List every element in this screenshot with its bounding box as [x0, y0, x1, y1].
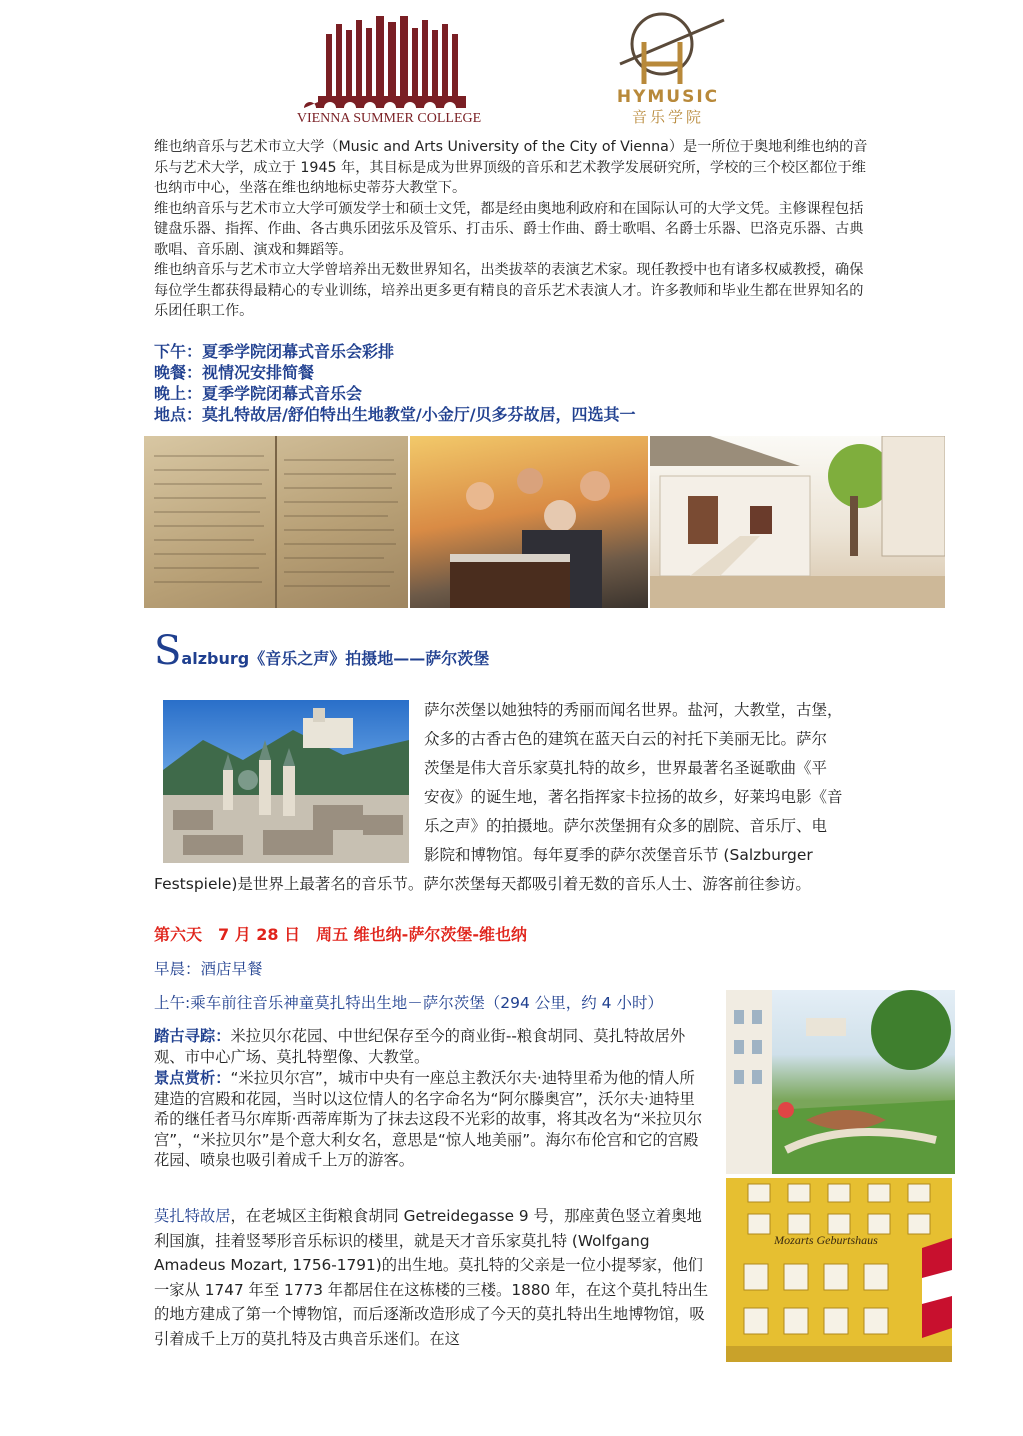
mirabell-garden-photo	[726, 990, 955, 1174]
salzburg-description	[424, 696, 872, 870]
hymusic-en-text: HYMUSIC	[616, 87, 720, 107]
mozart-label: 莫扎特故居	[154, 1207, 231, 1225]
salzburg-line-4: 安夜》的诞生地，著名指挥家卡拉扬的故乡，好莱坞电影《音	[424, 788, 843, 806]
sight-label: 景点赏析：	[154, 1069, 231, 1087]
courtyard-photo	[650, 436, 945, 608]
trail-text: 米拉贝尔花园、中世纪保存至今的商业街--粮食胡同、莫扎特故居外观、市中心广场、莫扎特塑像、大教堂。	[154, 1027, 686, 1066]
schedule-venue: 地点：莫扎特故居/舒伯特出生地教堂/小金厅/贝多芬故居，四选其一	[154, 405, 636, 424]
university-intro	[154, 137, 870, 322]
salzburg-city-photo	[163, 700, 409, 863]
schedule-afternoon: 下午：夏季学院闭幕式音乐会彩排	[154, 342, 395, 361]
day6-sight	[154, 1068, 710, 1171]
intro-paragraph-3: 维也纳音乐与艺术市立大学曾培养出无数世界知名，出类拔萃的表演艺术家。现任教授中也有诸多权威教授，确保每位学生都获得最精心的专业训练，培养出更多更有精良的音乐艺术表演人才。许多教师和毕业生都在世界知名的乐团任职工作。	[154, 262, 864, 319]
salzburg-line-6: 影院和博物馆。每年夏季的萨尔茨堡音乐节 (Salzburger	[424, 846, 813, 864]
day6-mozart	[154, 1204, 712, 1351]
mozart-text: ，在老城区主街粮食胡同 Getreidegasse 9 号，那座黄色竖立着奥地利国旗，挂着竖琴形音乐标识的楼里，就是天才音乐家莫扎特 (Wolfgang Amadeus Mozart, 1756-1791)的出生地。莫扎特的父亲是一位小提琴家，他们一家从 1747 年至 1773 年都居住在这栋楼的三楼。1880 年，在这个莫扎特出生的地方建成了第一个博物馆，而后逐渐改造形成了今天的莫扎特出生地博物馆，吸引着成千上万的莫扎特及古典音乐迷们。在这	[154, 1207, 709, 1348]
salzburg-line-1: 萨尔茨堡以她独特的秀丽而闻名世界。盐河，大教堂，古堡，	[424, 701, 843, 719]
intro-paragraph-2: 维也纳音乐与艺术市立大学可颁发学士和硕士文凭，都是经由奥地利政府和在国际认可的大学文凭。主修课程包括键盘乐器、指挥、作曲、各古典乐团弦乐及管乐、打击乐、爵士作曲、爵士歌唱、名爵士乐器、巴洛克乐器、古典歌唱、音乐剧、演戏和舞蹈等。	[154, 200, 864, 258]
vienna-summer-college-logo	[296, 14, 482, 126]
sight-text: “米拉贝尔宫”，城市中央有一座总主教沃尔夫·迪特里希为他的情人所建造的宫殿和花园，当时以这位情人的名字命名为“阿尔滕奥宫”，沃尔夫·迪特里希的继任者马尔库斯·西蒂库斯为了抹去这段不光彩的故事，将其改名为“米拉贝尔宫”，“米拉贝尔”是个意大利女名，意思是“惊人地美丽”。海尔布伦宫和它的宫殿花园、喷泉也吸引着成千上万的游客。	[154, 1069, 703, 1169]
salzburg-section-title	[154, 628, 489, 674]
intro-paragraph-1: 维也纳音乐与艺术市立大学（Music and Arts University of the City of Vienna）是一所位于奥地利维也纳的音乐与艺术大学，成立于 1945 年，其目标是成为世界顶级的音乐和艺术教学发展研究所，学校的三个校区都位于维也纳市中心，坐落在维也纳地标史蒂芬大教堂下。	[154, 139, 868, 196]
concert-photo	[410, 436, 648, 608]
vienna-logo-text: VIENNA SUMMER COLLEGE	[296, 111, 482, 126]
mozart-birthplace-photo	[726, 1178, 952, 1362]
trail-label: 踏古寻踪：	[154, 1027, 231, 1045]
salzburg-title-initial: S	[154, 628, 182, 674]
day6-morning: 上午:乘车前往音乐神童莫扎特出生地－萨尔茨堡（294 公里，约 4 小时）	[154, 994, 663, 1012]
mozart-building-sign: Mozarts Geburtshaus	[774, 1233, 878, 1247]
salzburg-line-5: 乐之声》的拍摄地。萨尔茨堡拥有众多的剧院、音乐厅、电	[424, 817, 828, 835]
salzburg-line-3: 茨堡是伟大音乐家莫扎特的故乡，世界最著名圣诞歌曲《平	[424, 759, 828, 777]
afternoon-schedule	[154, 341, 854, 425]
hymusic-cn-text: 音乐学院	[631, 108, 705, 126]
hymusic-logo	[600, 6, 736, 126]
salzburg-line-2: 众多的古香古色的建筑在蓝天白云的衬托下美丽无比。萨尔	[424, 730, 828, 748]
schedule-evening: 晚上：夏季学院闭幕式音乐会	[154, 384, 363, 403]
day6-trail	[154, 1026, 710, 1067]
salzburg-line-7: Festspiele)是世界上最著名的音乐节。萨尔茨堡每天都吸引着无数的音乐人士、游客前往参访。	[154, 875, 811, 893]
day6-breakfast: 早晨：酒店早餐	[154, 960, 263, 978]
schedule-dinner: 晚餐：视情况安排简餐	[154, 363, 315, 382]
salzburg-title-text: alzburg《音乐之声》拍摄地——萨尔茨堡	[181, 649, 490, 668]
day6-heading: 第六天 7 月 28 日 周五 维也纳-萨尔茨堡-维也纳	[154, 925, 527, 944]
manuscript-photo	[144, 436, 408, 608]
